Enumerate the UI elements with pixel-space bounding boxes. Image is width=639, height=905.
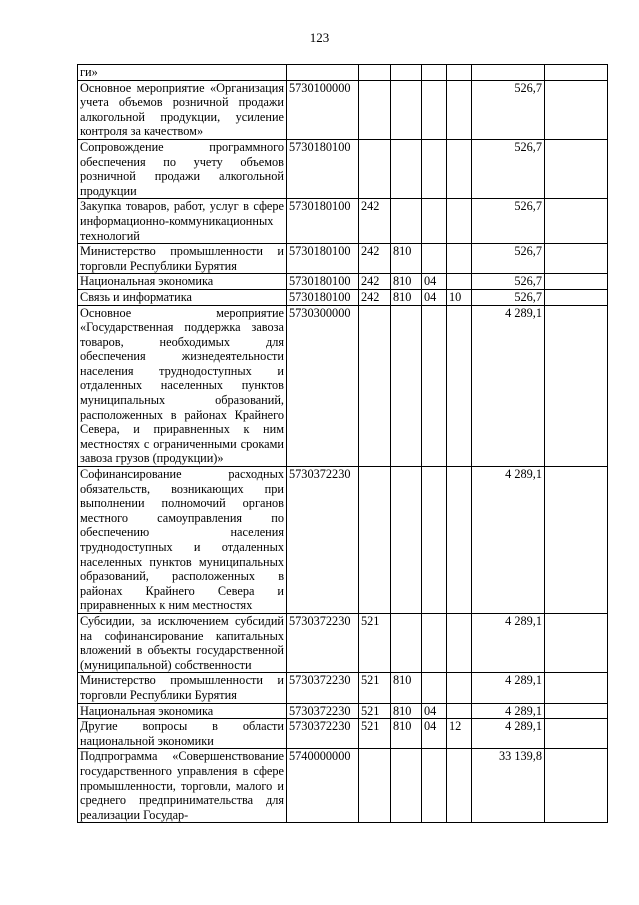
row-name: Подпрограмма «Совершенствование государственного управления в сфере промышленности, торговли, малого и среднего предпринимательства для реализации Государ- (78, 749, 287, 823)
row-section: 04 (422, 719, 447, 749)
row-target-code: 5730180100 (287, 139, 359, 198)
row-ministry-code (391, 613, 422, 672)
table-body (78, 65, 608, 823)
row-name: Министерство промышленности и торговли Республики Бурятия (78, 673, 287, 703)
row-expense-type: 521 (359, 719, 391, 749)
row-subsection (447, 305, 472, 467)
table-row (78, 199, 608, 244)
row-section (422, 65, 447, 81)
row-subsection (447, 244, 472, 274)
row-extra (545, 139, 608, 198)
row-ministry-code (391, 80, 422, 139)
row-target-code: 5730372230 (287, 703, 359, 719)
row-expense-type: 521 (359, 613, 391, 672)
row-target-code: 5730372230 (287, 673, 359, 703)
row-ministry-code: 810 (391, 719, 422, 749)
row-amount: 526,7 (472, 244, 545, 274)
table-row (78, 65, 608, 81)
row-name: Субсидии, за исключением субсидий на софинансирование капитальных вложений в объекты государственной (муниципальной) собственности (78, 613, 287, 672)
row-expense-type (359, 467, 391, 614)
row-target-code: 5740000000 (287, 749, 359, 823)
row-section (422, 613, 447, 672)
row-section (422, 467, 447, 614)
row-subsection: 12 (447, 719, 472, 749)
row-name: Сопровождение программного обеспечения по учету объемов розничной продажи алкогольной продукции (78, 139, 287, 198)
row-amount: 33 139,8 (472, 749, 545, 823)
row-extra (545, 65, 608, 81)
row-subsection (447, 65, 472, 81)
row-section (422, 199, 447, 244)
row-expense-type (359, 305, 391, 467)
row-section (422, 244, 447, 274)
row-amount: 526,7 (472, 274, 545, 290)
row-ministry-code (391, 467, 422, 614)
row-expense-type: 242 (359, 199, 391, 244)
row-section (422, 749, 447, 823)
row-target-code: 5730372230 (287, 467, 359, 614)
row-target-code (287, 65, 359, 81)
table-row (78, 719, 608, 749)
row-name: Закупка товаров, работ, услуг в сфере информационно-коммуникационных технологий (78, 199, 287, 244)
row-section (422, 80, 447, 139)
row-target-code: 5730372230 (287, 613, 359, 672)
budget-table (77, 64, 608, 823)
row-extra (545, 467, 608, 614)
row-amount: 4 289,1 (472, 305, 545, 467)
table-row (78, 467, 608, 614)
row-name: Национальная экономика (78, 274, 287, 290)
row-subsection (447, 613, 472, 672)
row-extra (545, 80, 608, 139)
row-extra (545, 274, 608, 290)
row-subsection (447, 467, 472, 614)
table-row (78, 80, 608, 139)
table-row (78, 749, 608, 823)
row-section: 04 (422, 274, 447, 290)
row-extra (545, 199, 608, 244)
row-expense-type (359, 80, 391, 139)
row-amount: 526,7 (472, 199, 545, 244)
row-ministry-code (391, 139, 422, 198)
row-amount: 4 289,1 (472, 673, 545, 703)
row-subsection (447, 274, 472, 290)
row-section (422, 305, 447, 467)
page-number: 123 (309, 30, 330, 45)
row-target-code: 5730180100 (287, 199, 359, 244)
row-amount (472, 65, 545, 81)
row-section (422, 139, 447, 198)
table-row (78, 289, 608, 305)
table-row (78, 139, 608, 198)
row-ministry-code (391, 199, 422, 244)
row-subsection (447, 80, 472, 139)
row-subsection (447, 139, 472, 198)
table-row (78, 673, 608, 703)
row-ministry-code: 810 (391, 244, 422, 274)
row-ministry-code (391, 305, 422, 467)
row-section (422, 673, 447, 703)
table-row (78, 305, 608, 467)
row-subsection (447, 673, 472, 703)
row-extra (545, 613, 608, 672)
row-ministry-code (391, 749, 422, 823)
row-amount: 4 289,1 (472, 703, 545, 719)
row-extra (545, 749, 608, 823)
row-extra (545, 289, 608, 305)
row-target-code: 5730180100 (287, 289, 359, 305)
row-ministry-code (391, 65, 422, 81)
row-amount: 4 289,1 (472, 467, 545, 614)
row-extra (545, 244, 608, 274)
row-name: Основное мероприятие «Государственная поддержка завоза товаров, необходимых для обеспечения жизнедеятельности населения труднодоступных и отдаленных населенных пунктов муниципальных образований, расположенных в районах Крайнего Севера, и приравненных к ним местностях с ограниченными сроками завоза грузов (продукции)» (78, 305, 287, 467)
row-amount: 526,7 (472, 80, 545, 139)
row-amount: 4 289,1 (472, 719, 545, 749)
row-extra (545, 703, 608, 719)
table-row (78, 613, 608, 672)
row-name: Связь и информатика (78, 289, 287, 305)
row-subsection (447, 199, 472, 244)
table-row (78, 274, 608, 290)
row-name: Министерство промышленности и торговли Республики Бурятия (78, 244, 287, 274)
row-ministry-code: 810 (391, 703, 422, 719)
table-row (78, 244, 608, 274)
table-row (78, 703, 608, 719)
row-ministry-code: 810 (391, 274, 422, 290)
row-target-code: 5730100000 (287, 80, 359, 139)
row-expense-type (359, 65, 391, 81)
row-name: Другие вопросы в области национальной экономики (78, 719, 287, 749)
row-extra (545, 673, 608, 703)
row-expense-type: 521 (359, 673, 391, 703)
row-section: 04 (422, 703, 447, 719)
row-subsection (447, 703, 472, 719)
row-target-code: 5730372230 (287, 719, 359, 749)
row-ministry-code: 810 (391, 289, 422, 305)
row-extra (545, 719, 608, 749)
row-name: ги» (78, 65, 287, 81)
row-target-code: 5730300000 (287, 305, 359, 467)
row-extra (545, 305, 608, 467)
row-target-code: 5730180100 (287, 244, 359, 274)
row-amount: 526,7 (472, 139, 545, 198)
row-expense-type: 521 (359, 703, 391, 719)
row-expense-type (359, 139, 391, 198)
row-subsection: 10 (447, 289, 472, 305)
row-name: Софинансирование расходных обязательств, возникающих при выполнении полномочий органов местного самоуправления по обеспечению населения труднодоступных и отдаленных населенных пунктов муниципальных образований, расположенных в районах Крайнего Севера и приравненных к ним местностях (78, 467, 287, 614)
row-subsection (447, 749, 472, 823)
row-target-code: 5730180100 (287, 274, 359, 290)
row-section: 04 (422, 289, 447, 305)
row-ministry-code: 810 (391, 673, 422, 703)
row-name: Основное мероприятие «Организация учета объемов розничной продажи алкогольной продукции, усиление контроля за качеством» (78, 80, 287, 139)
row-amount: 4 289,1 (472, 613, 545, 672)
row-expense-type: 242 (359, 274, 391, 290)
row-name: Национальная экономика (78, 703, 287, 719)
row-expense-type: 242 (359, 289, 391, 305)
row-expense-type: 242 (359, 244, 391, 274)
row-amount: 526,7 (472, 289, 545, 305)
row-expense-type (359, 749, 391, 823)
